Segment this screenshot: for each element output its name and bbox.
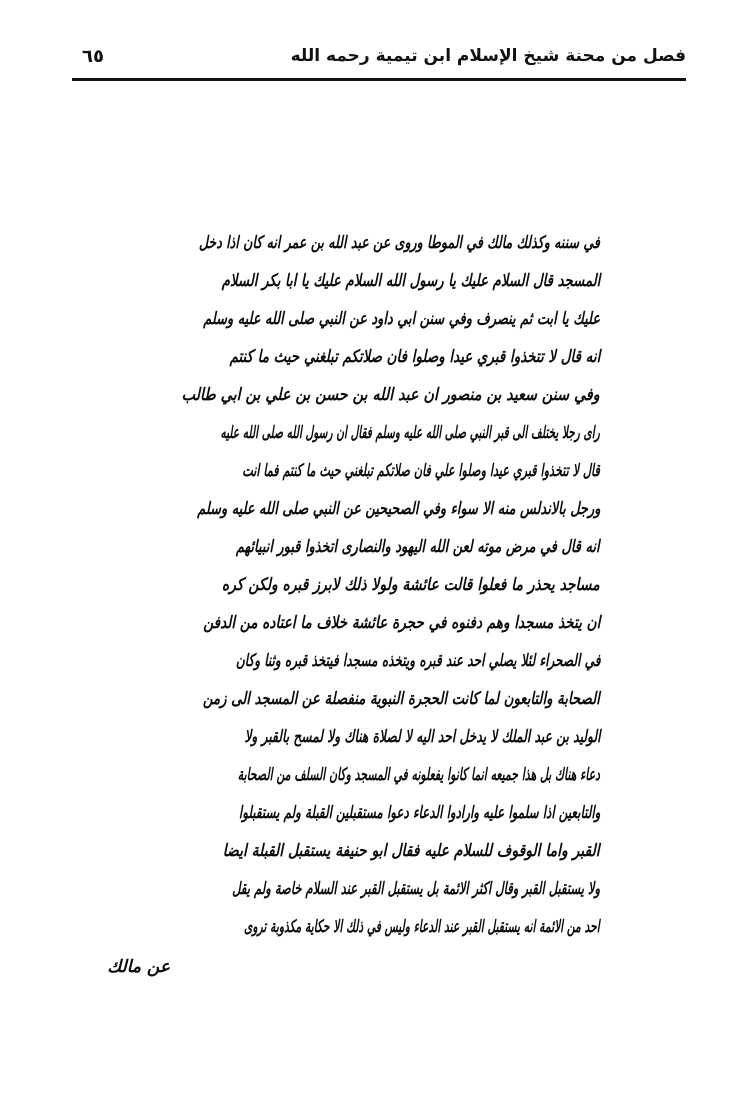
- chapter-title: فصل من محنة شيخ الإسلام ابن تيمية رحمه الله: [290, 46, 686, 66]
- manuscript-line: الوليد بن عبد الملك لا يدخل احد اليه لا لصلاة هناك ولا لمسح بالقبر ولا: [243, 727, 600, 747]
- manuscript-image: [107, 224, 600, 984]
- manuscript-line: ان يتخذ مسجدا وهم دفنوه في حجرة عائشة خلاف ما اعتاده من الدفن: [202, 613, 600, 633]
- manuscript-line: الصحابة والتابعون لما كانت الحجرة النبوية منفصلة عن المسجد الى زمن: [203, 689, 600, 709]
- manuscript-line: انه قال لا تتخذوا قبري عيدا وصلوا فان صلاتكم تبلغني حيث ما كنتم: [229, 347, 600, 367]
- manuscript-line: مساجد يحذر ما فعلوا قالت عائشة ولولا ذلك لابرز قبره ولكن كره: [222, 575, 600, 595]
- page-number: ٦٥: [82, 46, 104, 67]
- manuscript-line: والتابعين اذا سلموا عليه وارادوا الدعاء دعوا مستقبلين القبلة ولم يستقبلوا: [238, 803, 600, 823]
- manuscript-line: وفي سنن سعيد بن منصور ان عبد الله بن حسن بن علي بن ابي طالب: [181, 385, 600, 405]
- manuscript-line: في الصحراء لئلا يصلي احد عند قبره ويتخذه مسجدا فيتخذ قبره وثنا وكان: [235, 651, 600, 671]
- manuscript-line: في سننه وكذلك مالك في الموطا وروى عن عبد الله بن عمر انه كان اذا دخل: [198, 233, 600, 253]
- manuscript-line: القبر واما الوقوف للسلام عليه فقال ابو حنيفة يستقبل القبلة ايضا: [223, 841, 600, 861]
- manuscript-line: دعاء هناك بل هذا جميعه انما كانوا يفعلونه في المسجد وكان السلف من الصحابة: [237, 765, 600, 785]
- header-divider: [72, 78, 686, 81]
- manuscript-line: راى رجلا يختلف الى قبر النبي صلى الله عليه وسلم فقال ان رسول الله صلى الله عليه: [220, 423, 600, 443]
- manuscript-line: عن مالك: [107, 957, 170, 977]
- manuscript-line: انه قال في مرض موته لعن الله اليهود والنصارى اتخذوا قبور انبيائهم: [236, 537, 600, 557]
- manuscript-line: ولا يستقبل القبر وقال اكثر الائمة بل يستقبل القبر عند السلام خاصة ولم يقل: [232, 879, 600, 899]
- manuscript-line: قال لا تتخذوا قبري عيدا وصلوا علي فان صلاتكم تبلغني حيث ما كنتم فما انت: [242, 461, 600, 481]
- running-header: [72, 40, 686, 74]
- manuscript-line: احد من الائمة انه يستقبل القبر عند الدعاء وليس في ذلك الا حكاية مكذوبة تروى: [244, 917, 600, 937]
- manuscript-line: ورجل بالاندلس منه الا سواء وفي الصحيحين عن النبي صلى الله عليه وسلم: [196, 499, 600, 519]
- manuscript-line: عليك يا ابت ثم ينصرف وفي سنن ابي داود عن النبي صلى الله عليه وسلم: [203, 309, 600, 329]
- manuscript-line: المسجد قال السلام عليك يا رسول الله السلام عليك يا ابا بكر السلام: [221, 271, 600, 291]
